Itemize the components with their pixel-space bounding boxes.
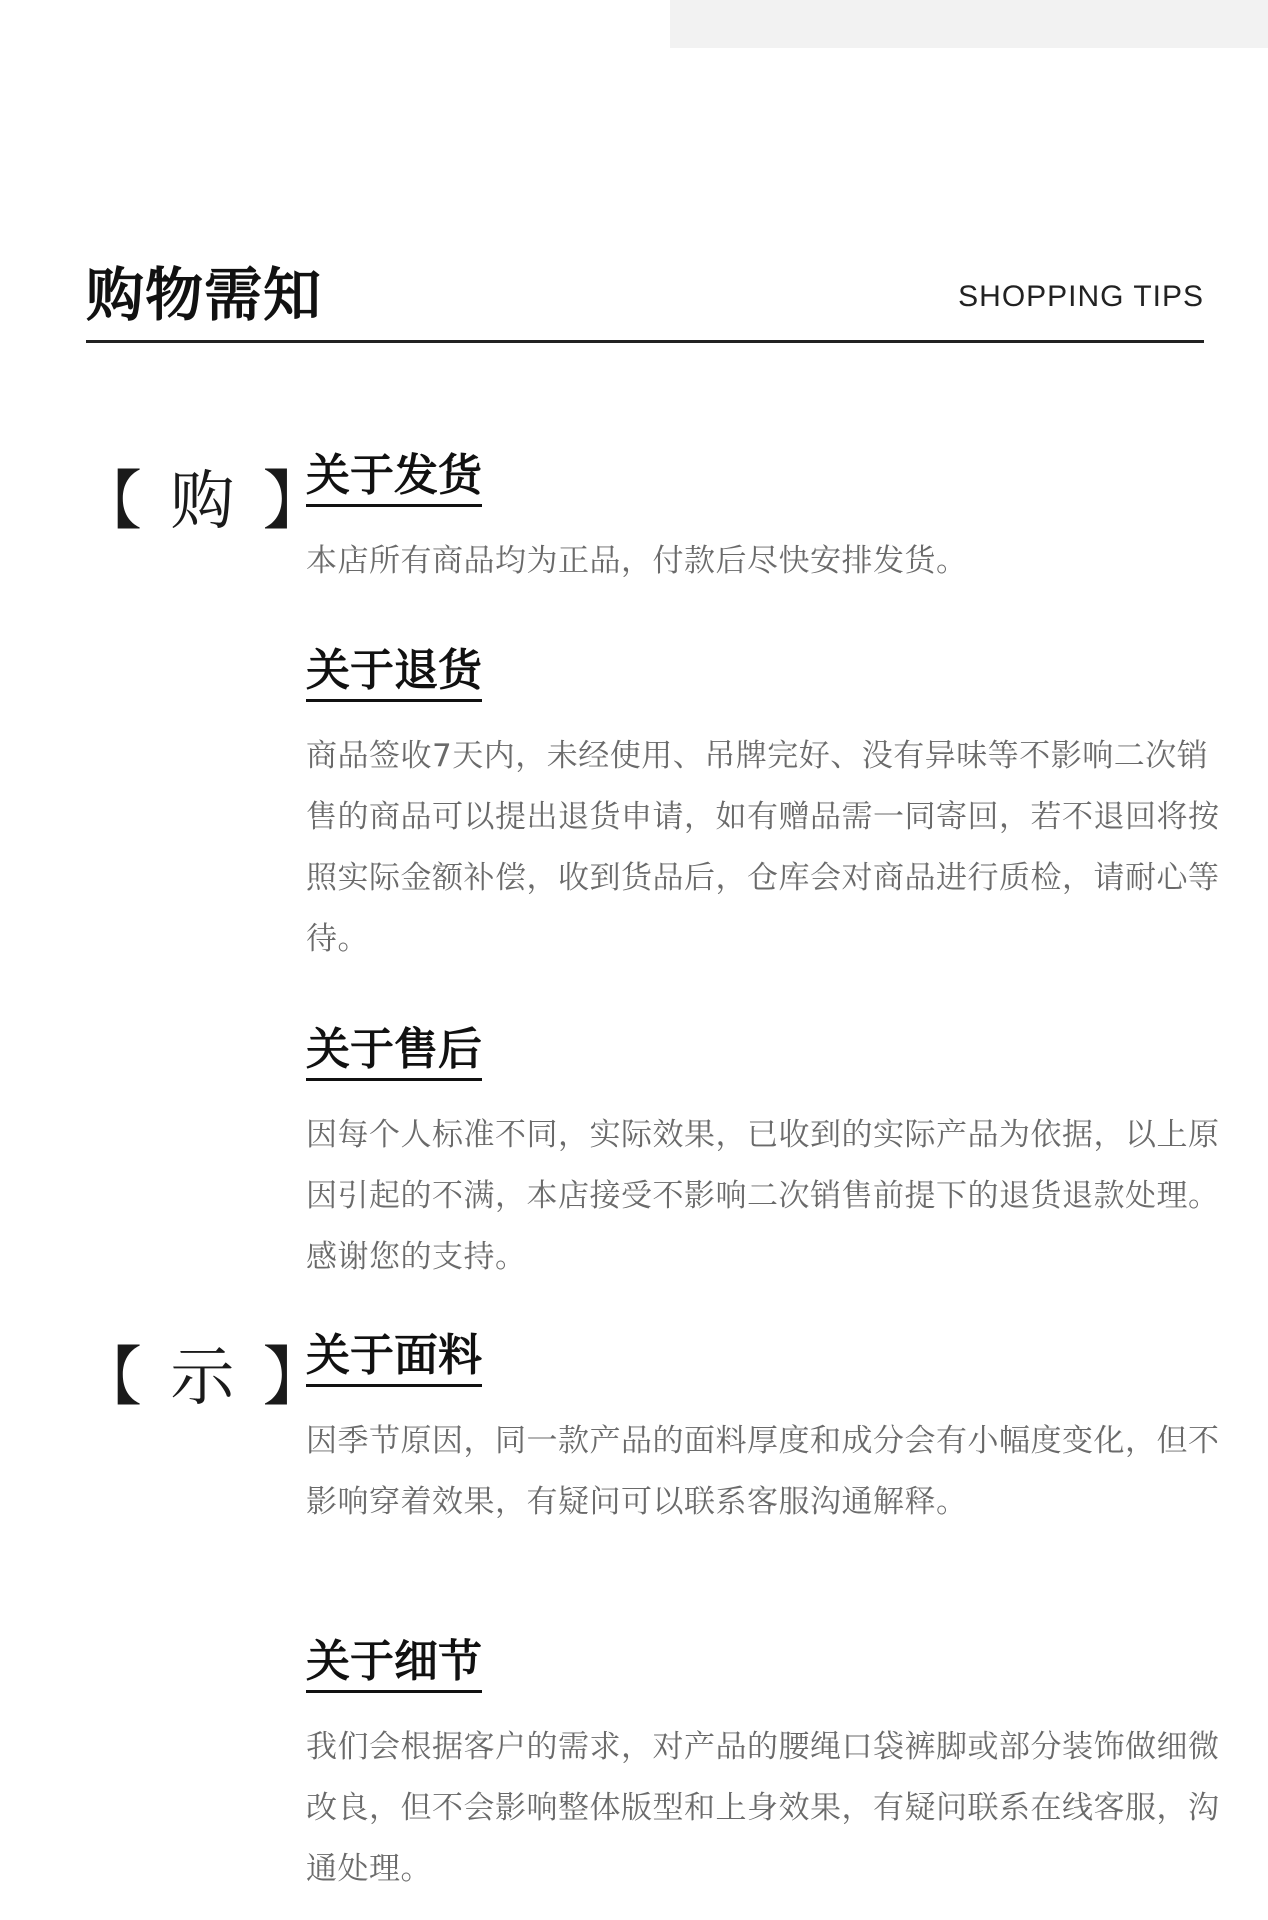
marker-notice: 【 示 】 (78, 1341, 331, 1415)
page-title: 购物需知 (86, 261, 323, 329)
section-body: 本店所有商品均为正品，付款后尽快安排发货。 (306, 543, 968, 579)
section-heading: 关于售后 (306, 1024, 482, 1081)
section-shipping (306, 450, 1226, 592)
section-fabric (306, 1330, 1226, 1533)
cutoff-band (670, 0, 1268, 48)
previous-section-cutoff (0, 0, 1268, 48)
marker-buy: 【 购 】 (78, 465, 331, 539)
section-body: 商品签收7天内，未经使用、吊牌完好、没有异味等不影响二次销售的商品可以提出退货申请，如有赠品需一同寄回，若不退回将按照实际金额补偿，收到货品后，仓库会对商品进行质检，请耐心等待。 (306, 738, 1220, 957)
page-subtitle: SHOPPING TIPS (958, 280, 1204, 313)
section-heading: 关于细节 (306, 1636, 482, 1693)
section-heading: 关于发货 (306, 450, 482, 507)
section-returns (306, 645, 1226, 970)
section-body: 因每个人标准不同，实际效果，已收到的实际产品为依据，以上原因引起的不满，本店接受不影响二次销售前提下的退货退款处理。感谢您的支持。 (306, 1117, 1220, 1275)
section-heading: 关于面料 (306, 1330, 482, 1387)
section-after-sales (306, 1024, 1226, 1288)
section-details (306, 1636, 1226, 1900)
section-body: 因季节原因，同一款产品的面料厚度和成分会有小幅度变化，但不影响穿着效果，有疑问可以联系客服沟通解释。 (306, 1423, 1220, 1520)
section-body: 我们会根据客户的需求，对产品的腰绳口袋裤脚或部分装饰做细微改良，但不会影响整体版型和上身效果，有疑问联系在线客服，沟通处理。 (306, 1729, 1220, 1887)
header-divider (86, 340, 1204, 343)
section-heading: 关于退货 (306, 645, 482, 702)
shopping-tips-header (86, 242, 1204, 344)
